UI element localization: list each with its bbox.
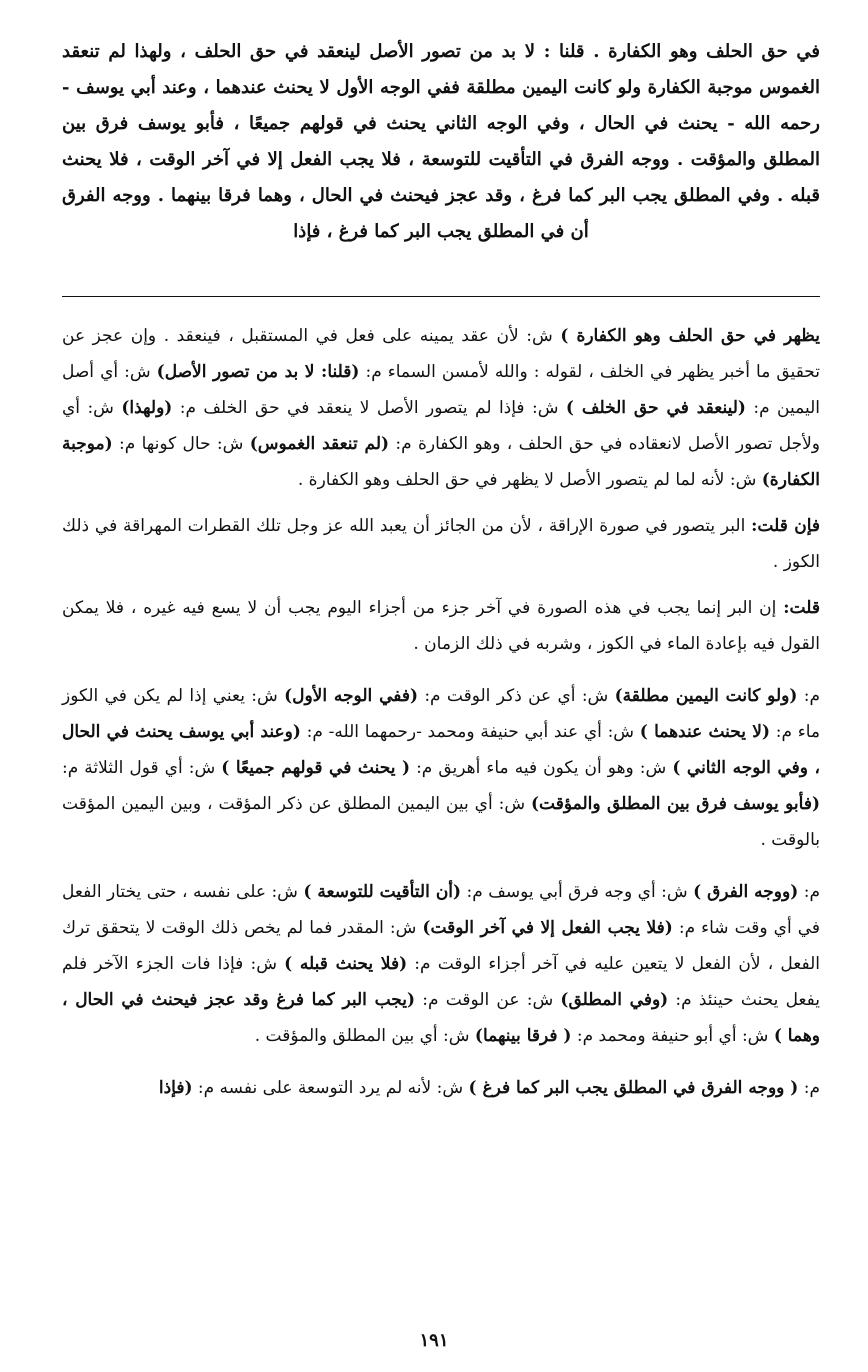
commentary-segment: ش: أي ولأجل تصور الأصل لانعقاده في حق الحلف ، وهو الكفارة م: bbox=[62, 398, 820, 454]
commentary-segment: ش: فإذا فات الجزء الآخر فلم يفعل يحنث حينئذ م: bbox=[62, 954, 821, 1010]
commentary-segment: ش: لأن عقد يمينه على فعل في المستقبل ، فينعقد . وإن عجز عن تحقيق ما أخبر يظهر في الخلف ، لقوله : والله لأمسن السماء م: bbox=[62, 326, 820, 382]
commentary-paragraph bbox=[62, 874, 820, 1054]
bold-quote-segment: ( ووجه الفرق في المطلق يجب البر كما فرغ ) bbox=[468, 1078, 799, 1098]
commentary-segment: م: bbox=[798, 1078, 820, 1098]
bold-quote-segment: (ولو كانت اليمين مطلقة) bbox=[614, 686, 798, 706]
bold-quote-segment: (ولهذا) bbox=[121, 398, 173, 418]
bold-quote-segment: يظهر في حق الحلف وهو الكفارة ) bbox=[560, 326, 820, 346]
bold-quote-segment: (فلا يجب الفعل إلا في آخر الوقت) bbox=[422, 918, 673, 938]
commentary-segment: ش: أي بين اليمين المطلق عن ذكر المؤقت ، وبين اليمين المؤقت بالوقت . bbox=[62, 794, 820, 850]
commentary-segment: ش: أي عن ذكر الوقت م: bbox=[418, 686, 615, 706]
main-text-block bbox=[62, 34, 820, 250]
commentary-segment: البر يتصور في صورة الإراقة ، لأن من الجائز أن يعبد الله عز وجل تلك القطرات المهراقة في ذلك الكوز . bbox=[62, 516, 820, 572]
commentary-paragraph bbox=[62, 1070, 820, 1106]
commentary-segment: ش: فإذا لم يتصور الأصل لا ينعقد في حق الخلف م: bbox=[172, 398, 566, 418]
bold-quote-segment: (وفي المطلق) bbox=[560, 990, 669, 1010]
bold-quote-segment: فإن قلت: bbox=[751, 516, 821, 536]
commentary-segment: ش: أي أبو حنيفة ومحمد م: bbox=[571, 1026, 774, 1046]
commentary-segment: ش: أي وجه فرق أبي يوسف م: bbox=[461, 882, 694, 902]
footnote-divider bbox=[62, 296, 820, 297]
commentary-segment: ش: وهو أن يكون فيه ماء أهريق م: bbox=[410, 758, 673, 778]
commentary-segment: ش: أي بين المطلق والمؤقت . bbox=[254, 1026, 475, 1046]
main-text: في حق الحلف وهو الكفارة . قلنا : لا بد من تصور الأصل لينعقد في حق الحلف ، ولهذا لم تنعقد الغموس موجبة الكفارة ولو كانت اليمين مطلقة ففي الوجه الأول لا يحنث عندهما ، وعند أبي يوسف - رحمه الله - يحنث في الحال ، وفي الوجه الثاني يحنث في قولهم جميعًا ، فأبو يوسف فرق بين المطلق والمؤقت . ووجه الفرق في التأقيت للتوسعة ، فلا يجب الفعل إلا في آخر الوقت ، فلا يحنث قبله . وفي المطلق يجب البر كما فرغ ، وقد عجز فيحنث في الحال ، وهما فرقا بينهما . ووجه الفرق أن في المطلق يجب البر كما فرغ ، فإذا bbox=[62, 41, 820, 242]
bold-quote-segment: قلت: bbox=[783, 598, 820, 618]
commentary-segment: ش: لأنه لم يرد التوسعة على نفسه م: bbox=[192, 1078, 469, 1098]
page-number: ١٩١ bbox=[419, 1330, 449, 1351]
bold-quote-segment: (موجبة الكفارة) bbox=[62, 434, 820, 490]
commentary-segment: ش: المقدر فما لم يخص ذلك الوقت لا يتحقق ترك الفعل ، لأن الفعل لا يتعين عليه في آخر أجزاء الوقت م: bbox=[62, 918, 820, 974]
bold-quote-segment: (أن التأقيت للتوسعة ) bbox=[303, 882, 462, 902]
bold-quote-segment: (يجب البر كما فرغ وقد عجز فيحنث في الحال ، وهما ) bbox=[62, 990, 820, 1046]
commentary-segment: ش: أي أصل اليمين م: bbox=[62, 362, 820, 418]
commentary-paragraph bbox=[62, 678, 820, 858]
bold-quote-segment: ( فرقا بينهما) bbox=[474, 1026, 572, 1046]
commentary-paragraph bbox=[62, 508, 820, 580]
bold-quote-segment: (لم تنعقد الغموس) bbox=[249, 434, 390, 454]
commentary-segment: م: bbox=[797, 686, 820, 706]
bold-quote-segment: (فلا يحنث قبله ) bbox=[284, 954, 408, 974]
commentary-paragraph bbox=[62, 590, 820, 662]
commentary-segment: إن البر إنما يجب في هذه الصورة في آخر جزء من أجزاء اليوم يجب أن لا يسع فيه غيره ، فلا يمكن القول فيه بإعادة الماء في الكوز ، وشربه في ذلك الزمان . bbox=[62, 598, 820, 654]
commentary-segment: ش: أي عند أبي حنيفة ومحمد -رحمهما الله- م: bbox=[300, 722, 640, 742]
commentary-segment: ش: يعني إذا لم يكن في الكوز ماء م: bbox=[62, 686, 820, 742]
bold-quote-segment: (وعند أبي يوسف يحنث في الحال ، وفي الوجه الثاني ) bbox=[62, 722, 820, 778]
bold-quote-segment: ( يحنث في قولهم جميعًا ) bbox=[221, 758, 411, 778]
bold-quote-segment: (فأبو يوسف فرق بين المطلق والمؤقت) bbox=[531, 794, 820, 814]
commentary-segment: ش: على نفسه ، حتى يختار الفعل في أي وقت شاء م: bbox=[62, 882, 820, 938]
bold-quote-segment: (لينعقد في حق الخلف ) bbox=[565, 398, 746, 418]
commentary-segment: ش: أي قول الثلاثة م: bbox=[62, 758, 222, 778]
commentary-block bbox=[62, 318, 820, 1122]
commentary-paragraph bbox=[62, 318, 820, 498]
commentary-segment: ش: لأنه لما لم يتصور الأصل لا يظهر في حق الحلف وهو الكفارة . bbox=[297, 470, 762, 490]
bold-quote-segment: (قلنا: لا بد من تصور الأصل) bbox=[156, 362, 360, 382]
commentary-segment: ش: حال كونها م: bbox=[112, 434, 250, 454]
bold-quote-segment: (ووجه الفرق ) bbox=[693, 882, 799, 902]
bold-quote-segment: (ففي الوجه الأول) bbox=[284, 686, 419, 706]
bold-quote-segment: (فإذا bbox=[158, 1078, 193, 1098]
bold-quote-segment: (لا يحنث عندهما ) bbox=[639, 722, 770, 742]
commentary-segment: ش: عن الوقت م: bbox=[415, 990, 561, 1010]
commentary-segment: م: bbox=[798, 882, 820, 902]
